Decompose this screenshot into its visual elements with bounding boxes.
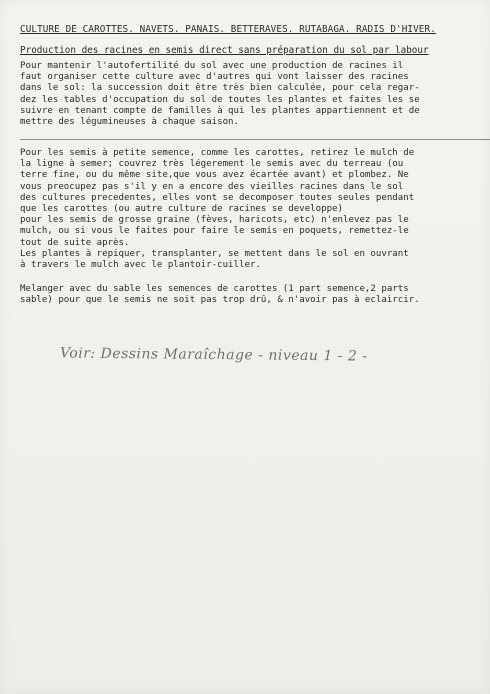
paragraph-line: Les plantes à repiquer, transplanter, se mettent dans le sol en ouvrant [20,248,409,259]
paragraph-line: dez les tables d'occupation du sol de toutes les plantes et faites les se [20,94,420,105]
paragraph-sowing [20,148,475,271]
paragraph-line: mulch, ou si vous le faites pour faire le semis en poquets, remettez-le [20,226,409,237]
paragraph-line: dans le sol: la succession doit être très bien calculée, pour cela regar- [20,83,420,94]
paragraph-line: Melanger avec du sable les semences de carottes (1 part semence,2 parts [20,284,409,294]
paragraph-line: tout de suite après. [20,237,130,248]
paragraph-line: sable) pour que le semis ne soit pas trop drû, & n'avoir pas à eclaircir. [20,295,420,306]
paragraph-line: mettre des légumineuses à chaque saison. [20,117,239,128]
paragraph-autofertility [20,61,475,128]
document-heading: CULTURE DE CAROTTES. NAVETS. PANAIS. BETTERAVES. RUTABAGA. RADIS D'HIVER. [20,24,436,35]
paragraph-line: pour les semis de grosse graine (fèves, haricots, etc) n'enlevez pas le [20,215,409,226]
paragraph-line: Pour les semis à petite semence, comme les carottes, retirez le mulch de [20,148,415,158]
paragraph-line: suivre en tenant compte de familles à qui les plantes appartiennent et de [20,105,420,116]
paragraph-line: que les carottes (ou autre culture de racines se developpe) [20,204,344,215]
paragraph-sand-mixing [20,284,475,306]
paragraph-line: Pour mantenir l'autofertilité du sol avec une production de racines il [20,61,404,71]
paragraph-line: faut organiser cette culture avec d'autres qui vont laisser des racines [20,72,409,83]
paragraph-line: terre fine, ou du même site,que vous avez écartée avant) et plombez. Ne [20,170,409,181]
paragraph-line: vous preocupez pas s'il y en a encore des vieilles racines dans le sol [20,181,404,192]
paragraph-line: à travers le mulch avec le plantoir-cuiller. [20,260,261,271]
section-divider [20,139,490,140]
handwritten-note: Voir: Dessins Maraîchage - niveau 1 - 2 - [59,345,368,365]
document-subheading: Production des racines en semis direct sans préparation du sol par labour [20,45,429,56]
paragraph-line: des cultures precedentes, elles vont se decomposer toutes seules pendant [20,192,415,203]
paragraph-line: la ligne à semer; couvrez très légerement le semis avec du terreau (ou [20,159,404,170]
